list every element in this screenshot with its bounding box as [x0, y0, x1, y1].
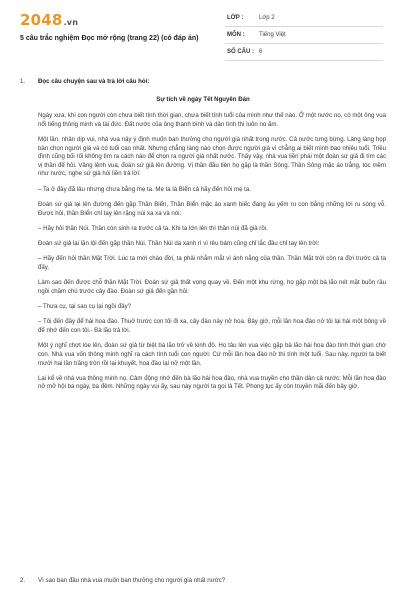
story-paragraph: – Thưa cụ, tại sao cụ lại ngồi đây?: [38, 303, 132, 311]
question-prompt: Vì sao ban đầu nhà vua muốn ban thưởng cho người già nhất nước?: [38, 577, 226, 584]
meta-label: MÔN :: [227, 32, 245, 38]
question-header: [20, 78, 386, 87]
meta-label: LỚP :: [227, 15, 244, 21]
story-paragraph: – Ta ở đây đã lâu nhưng chưa bằng mẹ ta. Mẹ ta là Biển cả hãy đến hỏi mẹ ta.: [38, 185, 251, 193]
story-paragraph: Một ý nghĩ chợt lóe lên, đoàn sứ giả từ biệt bà lão trở về kinh đô. Họ tâu lên vua việc gặp bà lão hái hoa đào tính thời gian chờ con. Nhà vua vốn thông minh nghĩ ra cách tính tuổi con người: Cứ mỗi lần hoa đào nở thì tính một tuổi. Sau này, người ta biết mười hai lần trăng tròn rồi lại khuyết, hoa đào lại nở một lần.: [38, 342, 386, 367]
story-paragraph: Lại kể về nhà vua thông minh nọ. Cảm động nhớ đến bà lão hái hoa đào, nhà vua truyền cho thần dân cả nước: Mỗi lần hoa đào nở mở hội ba ngày, ba đêm. Những ngày vui ấy, sau này người ta gọi là Tết. Phong tục ấy còn truyền mãi đến bây giờ.: [38, 374, 386, 391]
question-1: [20, 78, 386, 399]
document-header: [0, 0, 400, 64]
site-logo[interactable]: [20, 11, 78, 29]
story-paragraph: – Hãy hỏi thần Núi. Thần còn sinh ra trước cả ta. Khi ta lớn lên thì thần núi đã già rồi.: [38, 224, 268, 232]
story-paragraph: Làm sao đến được chỗ thần Mặt Trời. Đoàn sứ giả thất vọng quay về. Đến một khu rừng, họ gặp một bà lão nét mặt buồn rầu ngồi chăm chú trước cây đào. Đoàn sứ giả đến gần hỏi:: [38, 279, 386, 295]
question-number: 1.: [20, 78, 26, 85]
story-paragraph: Đoàn sứ giả lại lặn lội đến gặp thần Núi. Thần Núi da xanh rì vì rêu bám cũng chỉ lắc đầu chỉ tay lên trời:: [38, 240, 320, 248]
meta-table: [225, 10, 383, 61]
meta-row-grade: [225, 10, 383, 27]
question-number: 2.: [20, 577, 26, 584]
logo-tld: .vn: [63, 18, 79, 27]
story-paragraph: – Hãy đến hỏi thần Mặt Trời. Lúc ta mới chào đời, ta phải nhắm mắt vì ánh nắng của thần. Thần Mặt trời còn ra đời trước cả ta đấy.: [38, 255, 386, 272]
meta-row-subject: [225, 27, 383, 44]
meta-row-question-count: [225, 44, 383, 61]
story-paragraph: Một lần, nhân dịp vui, nhà vua nảy ý định muốn ban thưởng cho người già nhất trong nước. Cả nước tưng bừng. Làng làng họp bàn chọn người già và có tuổi cao nhất. Nhưng chẳng làng nào chọn được người già vì chẳng ai biết mình bao nhiêu tuổi. Triều đình cũng bối rối không tìm ra cách nào để chọn ra người già nhất nước. Thấy vậy, nhà vua liền phái một đoàn sứ giả đi tìm các vị thần để hỏi. Vâng lệnh vua, đoàn sứ giả lên đường. Vị thần đầu tiên họ gặp là thần Sông. Thần Sông mặc áo trắng, tóc mềm như nước, nghe sứ giả hỏi liền trả lời:: [38, 136, 386, 178]
story-paragraph: Đoàn sứ giả lại lên đường đến gặp Thần Biển, Thần Biển mặc áo xanh biếc đang âu yếm ru con bằng những lời ru sóng vỗ. Được hỏi, thần Biển chỉ tay lên rặng núi xa xa và nói:: [38, 201, 386, 217]
story-paragraph: – Tôi đến đây để hái hoa đào. Thuở trước con tôi đi xa, cây đào này nở hoa. Bây giờ, mỗi lần hoa đào nở tôi lại hái một bông về để nhớ đến con tôi.- Bà lão trả lời.: [38, 318, 386, 335]
story-paragraph: Ngày xưa, khi con người còn chưa biết tính thời gian, chưa biết tính tuổi của mình như thế nào. Ở một nước nọ, có một ông vua nổi tiếng thông minh và tài đức. Đất nước của ông thanh bình và dân tình thì luôn no ấm.: [38, 112, 386, 128]
story-title: Sự tích về ngày Tết Nguyên Đán: [156, 95, 250, 103]
meta-value: 6: [259, 49, 263, 55]
meta-value: Lớp 2: [259, 15, 275, 21]
logo-main: 2048: [20, 11, 63, 29]
document-title: 5 câu trắc nghiệm Đọc mở rộng (trang 22) (có đáp án): [20, 35, 199, 42]
meta-label: SỐ CÂU :: [227, 49, 254, 55]
question-prompt: Đọc câu chuyện sau và trả lời câu hỏi:: [38, 78, 150, 85]
meta-value: Tiếng Việt: [259, 32, 286, 38]
